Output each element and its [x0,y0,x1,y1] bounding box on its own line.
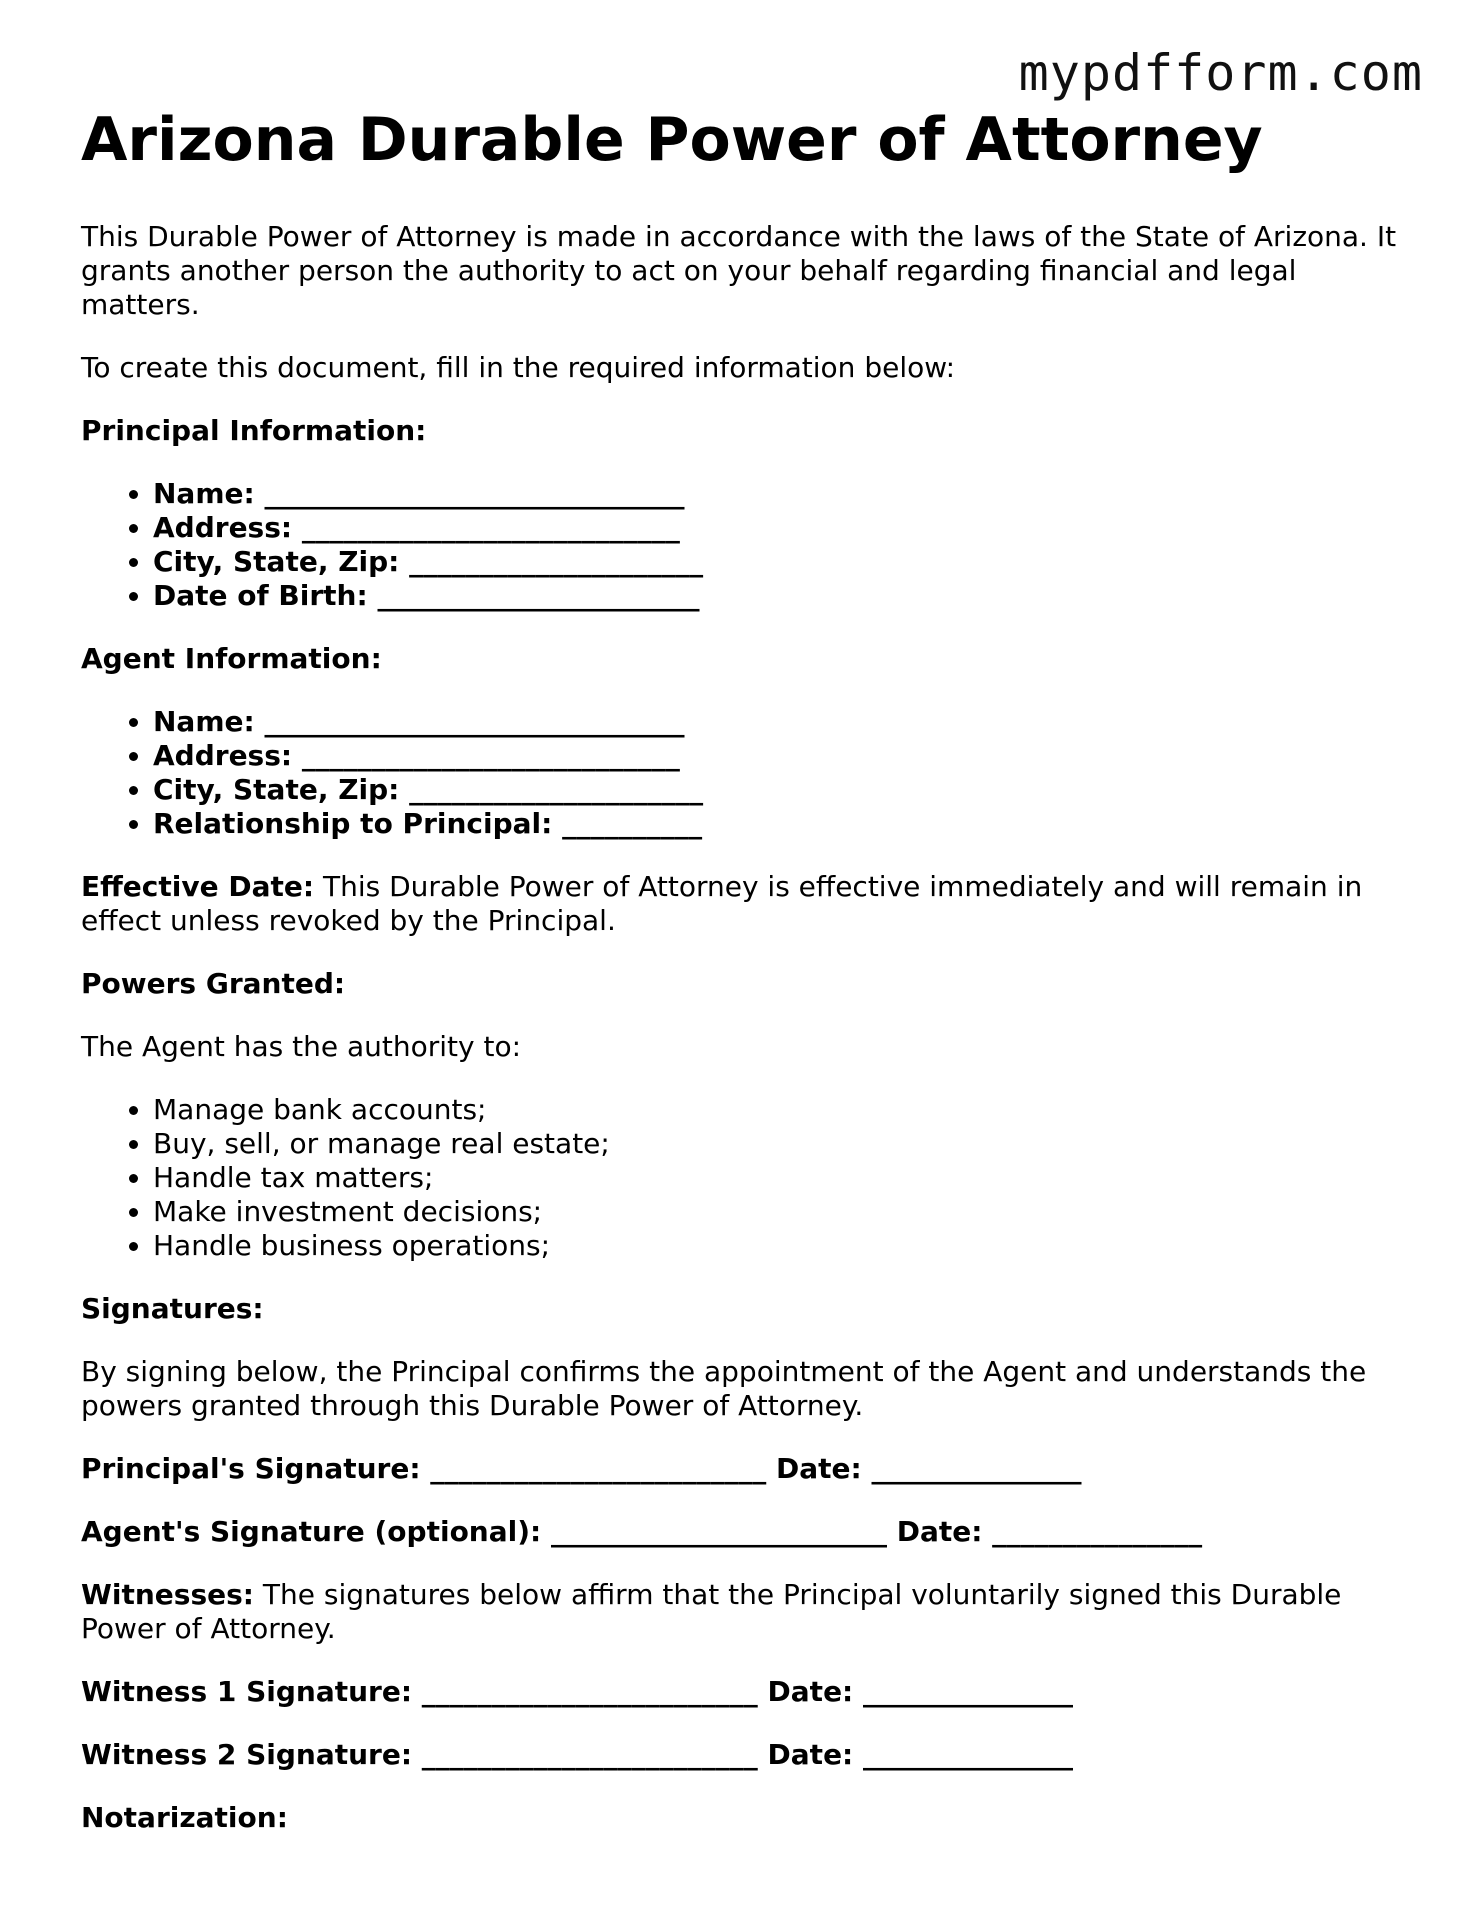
agent-address-field[interactable]: • Address: ___________________________ [153,739,1401,773]
agent-city-state-zip-field[interactable]: • City, State, Zip: _____________________ [153,773,1401,807]
witness1-signature-line[interactable]: Witness 1 Signature: ________________________ Date: _______________ [81,1675,1074,1708]
instruction-paragraph: To create this document, fill in the required information below: [81,351,956,384]
powers-intro: The Agent has the authority to: [81,1030,522,1063]
principal-dob-field[interactable]: • Date of Birth: _______________________ [153,579,1401,613]
document-body [81,100,1401,1864]
effective-date-paragraph [81,870,1401,938]
witness2-signature-line[interactable]: Witness 2 Signature: ________________________ Date: _______________ [81,1738,1074,1771]
power-item: • Manage bank accounts; [153,1093,1401,1127]
effective-date-label: Effective Date: [81,870,315,903]
agent-fields-list [81,705,1401,841]
principal-signature-line[interactable]: Principal's Signature: ________________________ Date: _______________ [81,1452,1082,1485]
power-item: • Make investment decisions; [153,1195,1401,1229]
signatures-heading: Signatures: [81,1292,264,1325]
powers-heading: Powers Granted: [81,967,346,1000]
witnesses-text: The signatures below affirm that the Principal voluntarily signed this Durable Power of Attorney. [81,1578,1342,1645]
site-watermark: mypdfform.com [1018,44,1423,102]
principal-fields-list [81,477,1401,613]
effective-date-text: This Durable Power of Attorney is effective immediately and will remain in effect unless revoked by the Principal. [81,870,1363,937]
principal-heading: Principal Information: [81,414,427,447]
principal-city-state-zip-field[interactable]: • City, State, Zip: _____________________ [153,545,1401,579]
principal-name-field[interactable]: • Name: ______________________________ [153,477,1401,511]
intro-paragraph: This Durable Power of Attorney is made in accordance with the laws of the State of Arizona. It grants another person the authority to act on your behalf regarding financial and legal matters. [81,220,1397,321]
witnesses-label: Witnesses: [81,1578,254,1611]
agent-name-field[interactable]: • Name: ______________________________ [153,705,1401,739]
witnesses-paragraph [81,1578,1401,1646]
power-item: • Buy, sell, or manage real estate; [153,1127,1401,1161]
document-title: Arizona Durable Power of Attorney [81,105,1263,175]
signatures-paragraph: By signing below, the Principal confirms the appointment of the Agent and understands the powers granted through this Durable Power of Attorney. [81,1355,1367,1422]
power-item: • Handle business operations; [153,1229,1401,1263]
power-item: • Handle tax matters; [153,1161,1401,1195]
powers-list [81,1093,1401,1263]
agent-signature-line[interactable]: Agent's Signature (optional): ________________________ Date: _______________ [81,1515,1203,1548]
notarization-heading: Notarization: [81,1801,288,1834]
agent-heading: Agent Information: [81,642,382,675]
agent-relationship-field[interactable]: • Relationship to Principal: __________ [153,807,1401,841]
principal-address-field[interactable]: • Address: ___________________________ [153,511,1401,545]
